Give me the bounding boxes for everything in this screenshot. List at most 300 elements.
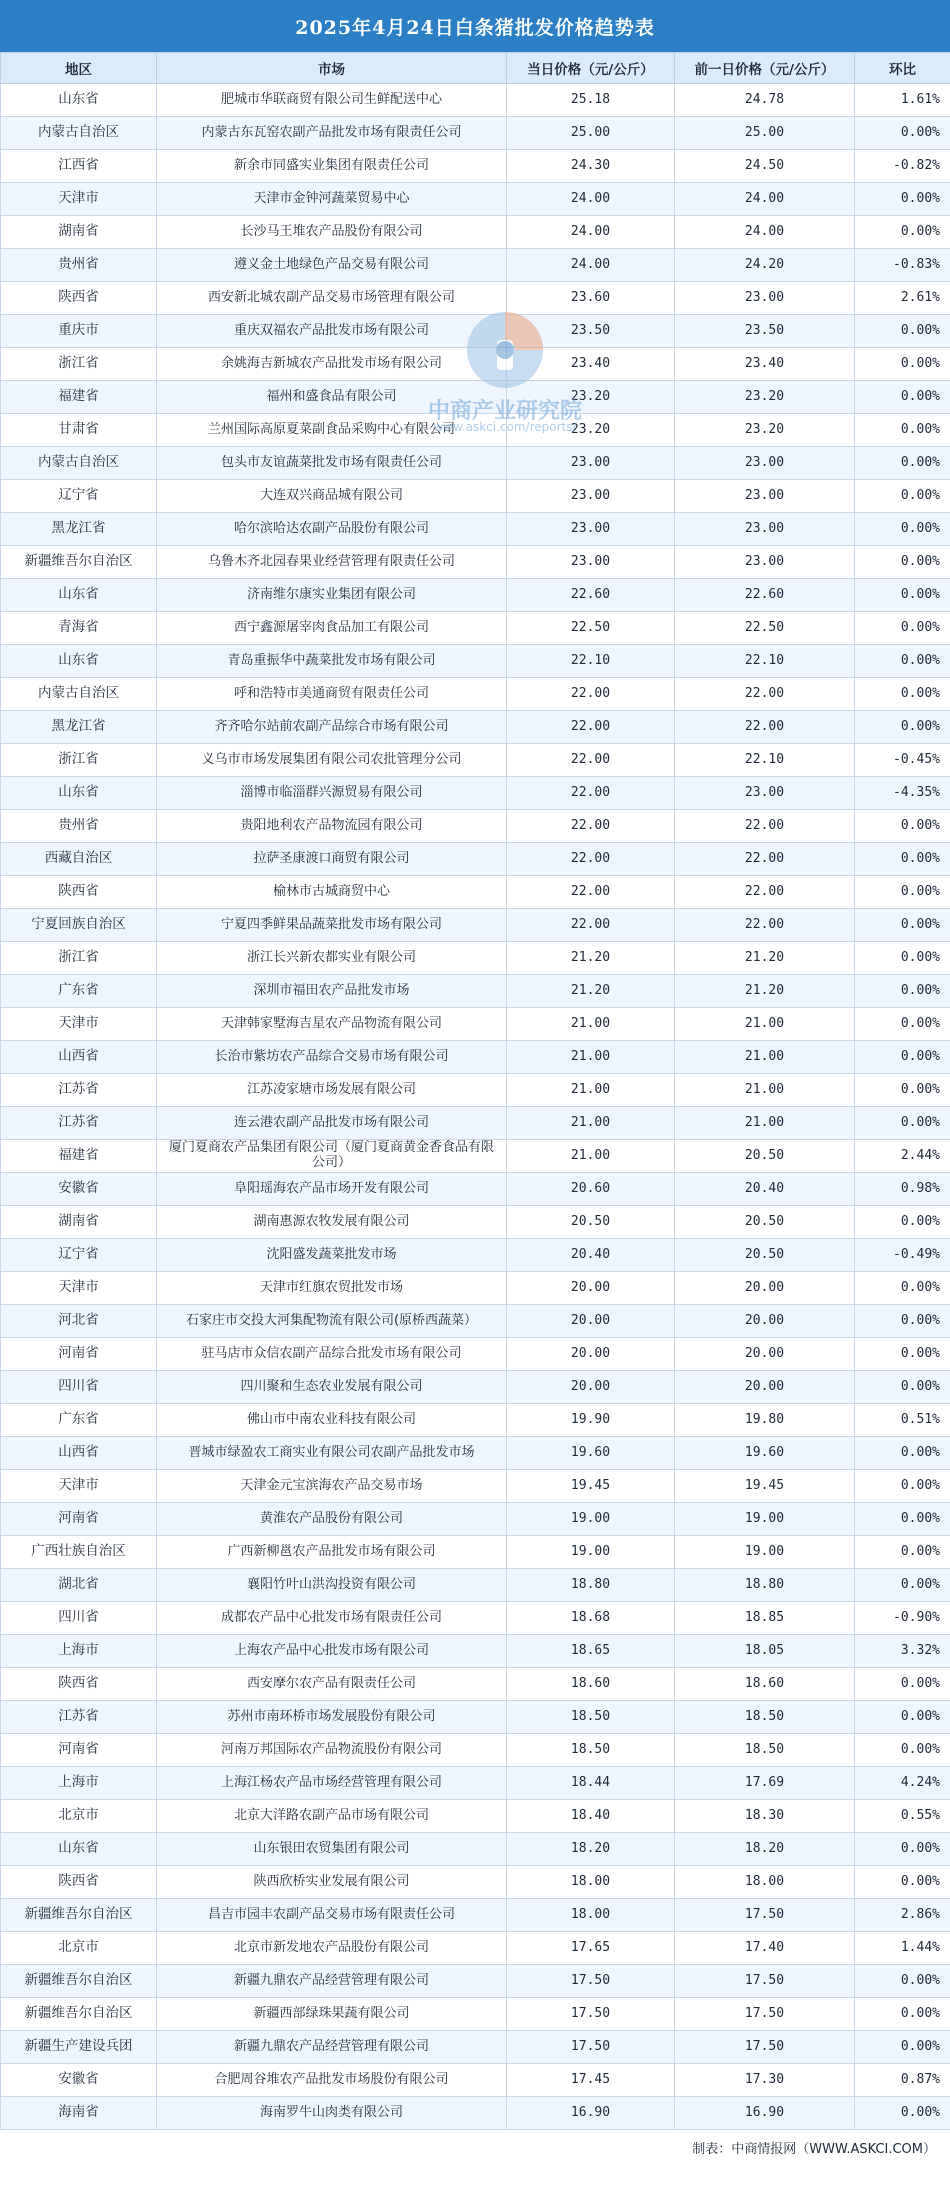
cell-today-price: 23.00 [507,513,675,546]
cell-region: 陕西省 [1,1668,157,1701]
cell-region: 四川省 [1,1602,157,1635]
cell-region: 广西壮族自治区 [1,1536,157,1569]
cell-market: 陕西欣桥实业发展有限公司 [157,1866,507,1899]
table-row [1,678,950,711]
cell-region: 陕西省 [1,1866,157,1899]
table-row [1,2064,950,2097]
price-table [0,52,950,2130]
cell-today-price: 25.00 [507,117,675,150]
cell-prev-price: 23.40 [675,348,855,381]
cell-today-price: 18.00 [507,1899,675,1932]
cell-prev-price: 22.50 [675,612,855,645]
cell-region: 山东省 [1,1833,157,1866]
cell-change: -0.90% [855,1602,950,1635]
cell-prev-price: 19.00 [675,1536,855,1569]
cell-today-price: 17.50 [507,1965,675,1998]
cell-change: 2.44% [855,1140,950,1173]
cell-market: 连云港农副产品批发市场有限公司 [157,1107,507,1140]
header-row [1,53,950,84]
cell-market: 呼和浩特市美通商贸有限责任公司 [157,678,507,711]
cell-today-price: 21.20 [507,975,675,1008]
table-row [1,645,950,678]
cell-prev-price: 20.00 [675,1338,855,1371]
table-row [1,1734,950,1767]
cell-change: 1.44% [855,1932,950,1965]
cell-prev-price: 21.20 [675,942,855,975]
cell-prev-price: 17.40 [675,1932,855,1965]
table-body [1,84,950,2130]
cell-change: 0.00% [855,1833,950,1866]
cell-market: 西安新北城农副产品交易市场管理有限公司 [157,282,507,315]
cell-today-price: 20.00 [507,1305,675,1338]
cell-change: 0.00% [855,1107,950,1140]
header-prev-price: 前一日价格（元/公斤） [675,53,855,84]
cell-today-price: 18.44 [507,1767,675,1800]
table-row [1,183,950,216]
cell-market: 兰州国际高原夏菜副食品采购中心有限公司 [157,414,507,447]
table-row [1,447,950,480]
cell-today-price: 20.40 [507,1239,675,1272]
cell-region: 新疆维吾尔自治区 [1,1899,157,1932]
cell-region: 福建省 [1,381,157,414]
cell-change: 0.00% [855,1866,950,1899]
watermark-text: 中商产业研究院 [427,399,582,424]
cell-region: 江苏省 [1,1074,157,1107]
cell-change: 0.00% [855,1008,950,1041]
table-row [1,1107,950,1140]
cell-region: 山西省 [1,1437,157,1470]
cell-market: 包头市友谊蔬菜批发市场有限责任公司 [157,447,507,480]
cell-region: 山东省 [1,777,157,810]
table-row [1,975,950,1008]
cell-region: 浙江省 [1,942,157,975]
cell-prev-price: 20.40 [675,1173,855,1206]
table-row [1,1767,950,1800]
cell-today-price: 18.50 [507,1701,675,1734]
cell-change: 0.00% [855,909,950,942]
table-row [1,1470,950,1503]
cell-prev-price: 24.78 [675,84,855,117]
cell-prev-price: 18.05 [675,1635,855,1668]
cell-today-price: 22.50 [507,612,675,645]
cell-today-price: 22.00 [507,777,675,810]
cell-change: 0.00% [855,1668,950,1701]
header-change: 环比 [855,53,950,84]
cell-today-price: 22.00 [507,711,675,744]
cell-today-price: 18.50 [507,1734,675,1767]
cell-prev-price: 22.00 [675,678,855,711]
cell-market: 长沙马王堆农产品股份有限公司 [157,216,507,249]
cell-market: 江苏凌家塘市场发展有限公司 [157,1074,507,1107]
cell-prev-price: 18.50 [675,1701,855,1734]
table-container [0,52,950,2130]
cell-change: 0.00% [855,1371,950,1404]
cell-prev-price: 21.20 [675,975,855,1008]
cell-today-price: 16.90 [507,2097,675,2130]
cell-change: -4.35% [855,777,950,810]
cell-prev-price: 16.90 [675,2097,855,2130]
cell-prev-price: 22.60 [675,579,855,612]
cell-market: 合肥周谷堆农产品批发市场股份有限公司 [157,2064,507,2097]
cell-prev-price: 21.00 [675,1041,855,1074]
cell-market: 天津市金钟河蔬菜贸易中心 [157,183,507,216]
cell-region: 湖北省 [1,1569,157,1602]
table-row [1,84,950,117]
cell-market: 四川聚和生态农业发展有限公司 [157,1371,507,1404]
cell-change: 0.00% [855,381,950,414]
cell-change: -0.82% [855,150,950,183]
cell-today-price: 20.00 [507,1371,675,1404]
cell-change: 0.00% [855,2031,950,2064]
cell-prev-price: 22.00 [675,843,855,876]
cell-prev-price: 24.00 [675,216,855,249]
cell-today-price: 23.20 [507,414,675,447]
cell-region: 浙江省 [1,744,157,777]
table-row [1,579,950,612]
cell-change: 0.00% [855,1569,950,1602]
table-row [1,843,950,876]
cell-change: 0.98% [855,1173,950,1206]
cell-prev-price: 22.10 [675,645,855,678]
cell-today-price: 20.60 [507,1173,675,1206]
cell-today-price: 18.40 [507,1800,675,1833]
table-row [1,1635,950,1668]
table-row [1,1569,950,1602]
cell-change: 0.00% [855,1305,950,1338]
cell-prev-price: 18.20 [675,1833,855,1866]
table-row [1,876,950,909]
cell-change: 0.51% [855,1404,950,1437]
cell-region: 北京市 [1,1800,157,1833]
cell-region: 新疆生产建设兵团 [1,2031,157,2064]
cell-region: 甘肃省 [1,414,157,447]
table-row [1,2031,950,2064]
table-row [1,1041,950,1074]
cell-market: 肥城市华联商贸有限公司生鲜配送中心 [157,84,507,117]
cell-today-price: 25.18 [507,84,675,117]
cell-prev-price: 23.20 [675,414,855,447]
cell-prev-price: 23.00 [675,447,855,480]
table-row [1,150,950,183]
cell-market: 石家庄市交投大河集配物流有限公司(原桥西蔬菜） [157,1305,507,1338]
cell-change: 0.00% [855,810,950,843]
cell-market: 内蒙古东瓦窑农副产品批发市场有限责任公司 [157,117,507,150]
cell-region: 重庆市 [1,315,157,348]
cell-prev-price: 19.00 [675,1503,855,1536]
cell-region: 四川省 [1,1371,157,1404]
cell-market: 乌鲁木齐北园春果业经营管理有限责任公司 [157,546,507,579]
cell-market: 天津市红旗农贸批发市场 [157,1272,507,1305]
cell-today-price: 24.30 [507,150,675,183]
cell-market: 驻马店市众信农副产品综合批发市场有限公司 [157,1338,507,1371]
cell-change: 4.24% [855,1767,950,1800]
cell-change: 2.86% [855,1899,950,1932]
cell-today-price: 23.00 [507,480,675,513]
cell-today-price: 23.40 [507,348,675,381]
cell-change: 3.32% [855,1635,950,1668]
cell-change: -0.45% [855,744,950,777]
cell-change: 0.00% [855,1536,950,1569]
table-row [1,1338,950,1371]
cell-today-price: 21.00 [507,1074,675,1107]
cell-market: 济南维尔康实业集团有限公司 [157,579,507,612]
table-row [1,1899,950,1932]
cell-change: 0.00% [855,1041,950,1074]
cell-change: -0.49% [855,1239,950,1272]
cell-change: 0.00% [855,1437,950,1470]
cell-region: 青海省 [1,612,157,645]
cell-region: 湖南省 [1,216,157,249]
cell-region: 新疆维吾尔自治区 [1,1965,157,1998]
cell-today-price: 21.20 [507,942,675,975]
cell-prev-price: 20.50 [675,1140,855,1173]
cell-market: 宁夏四季鲜果品蔬菜批发市场有限公司 [157,909,507,942]
cell-region: 江苏省 [1,1107,157,1140]
cell-market: 贵阳地利农产品物流园有限公司 [157,810,507,843]
cell-market: 北京大洋路农副产品市场有限公司 [157,1800,507,1833]
cell-market: 厦门夏商农产品集团有限公司（厦门夏商黄金香食品有限公司） [157,1140,507,1173]
cell-change: 0.00% [855,711,950,744]
cell-market: 成都农产品中心批发市场有限责任公司 [157,1602,507,1635]
cell-today-price: 18.60 [507,1668,675,1701]
cell-prev-price: 18.85 [675,1602,855,1635]
cell-market: 西安摩尔农产品有限责任公司 [157,1668,507,1701]
cell-change: 0.00% [855,942,950,975]
table-row [1,942,950,975]
cell-market: 天津韩家墅海吉星农产品物流有限公司 [157,1008,507,1041]
cell-today-price: 19.00 [507,1503,675,1536]
cell-region: 江西省 [1,150,157,183]
cell-market: 新疆九鼎农产品经营管理有限公司 [157,2031,507,2064]
cell-market: 遵义金土地绿色产品交易有限公司 [157,249,507,282]
table-row [1,1833,950,1866]
table-row [1,1701,950,1734]
cell-region: 黑龙江省 [1,513,157,546]
cell-market: 北京市新发地农产品股份有限公司 [157,1932,507,1965]
cell-today-price: 22.60 [507,579,675,612]
cell-region: 黑龙江省 [1,711,157,744]
cell-region: 天津市 [1,1008,157,1041]
table-row [1,777,950,810]
table-row [1,711,950,744]
cell-prev-price: 24.20 [675,249,855,282]
cell-region: 西藏自治区 [1,843,157,876]
cell-prev-price: 23.00 [675,546,855,579]
cell-market: 大连双兴商品城有限公司 [157,480,507,513]
cell-market: 新余市同盛实业集团有限责任公司 [157,150,507,183]
table-row [1,1932,950,1965]
cell-market: 山东银田农贸集团有限公司 [157,1833,507,1866]
cell-region: 内蒙古自治区 [1,678,157,711]
cell-prev-price: 19.60 [675,1437,855,1470]
cell-market: 广西新柳邕农产品批发市场有限公司 [157,1536,507,1569]
cell-change: 0.00% [855,2097,950,2130]
cell-market: 福州和盛食品有限公司 [157,381,507,414]
cell-region: 山东省 [1,84,157,117]
table-title: 2025年4月24日白条猪批发价格趋势表 [0,0,950,52]
cell-change: 0.00% [855,1074,950,1107]
cell-market: 黄淮农产品股份有限公司 [157,1503,507,1536]
cell-market: 佛山市中南农业科技有限公司 [157,1404,507,1437]
table-row [1,612,950,645]
cell-change: 0.00% [855,117,950,150]
cell-market: 齐齐哈尔站前农副产品综合市场有限公司 [157,711,507,744]
cell-market: 河南万邦国际农产品物流股份有限公司 [157,1734,507,1767]
cell-today-price: 19.60 [507,1437,675,1470]
cell-change: 1.61% [855,84,950,117]
cell-change: -0.83% [855,249,950,282]
cell-region: 天津市 [1,183,157,216]
header-market: 市场 [157,53,507,84]
cell-market: 义乌市市场发展集团有限公司农批管理分公司 [157,744,507,777]
cell-prev-price: 24.50 [675,150,855,183]
cell-today-price: 18.68 [507,1602,675,1635]
cell-region: 天津市 [1,1272,157,1305]
cell-change: 0.87% [855,2064,950,2097]
table-row [1,1503,950,1536]
source-note: 制表：中商情报网（WWW.ASKCI.COM） [692,2141,936,2157]
cell-today-price: 18.20 [507,1833,675,1866]
cell-today-price: 22.10 [507,645,675,678]
cell-today-price: 18.80 [507,1569,675,1602]
cell-region: 河南省 [1,1503,157,1536]
cell-change: 0.00% [855,447,950,480]
cell-market: 昌吉市园丰农副产品交易市场有限责任公司 [157,1899,507,1932]
cell-region: 陕西省 [1,876,157,909]
cell-region: 江苏省 [1,1701,157,1734]
cell-today-price: 22.00 [507,678,675,711]
cell-change: 0.00% [855,1965,950,1998]
cell-market: 沈阳盛发蔬菜批发市场 [157,1239,507,1272]
cell-change: 2.61% [855,282,950,315]
cell-change: 0.55% [855,1800,950,1833]
cell-prev-price: 18.30 [675,1800,855,1833]
cell-change: 0.00% [855,678,950,711]
cell-prev-price: 22.00 [675,876,855,909]
cell-prev-price: 23.00 [675,513,855,546]
cell-change: 0.00% [855,843,950,876]
cell-prev-price: 22.00 [675,711,855,744]
table-row [1,1074,950,1107]
cell-today-price: 20.00 [507,1272,675,1305]
table-header [1,53,950,84]
cell-prev-price: 17.30 [675,2064,855,2097]
cell-prev-price: 22.10 [675,744,855,777]
cell-region: 海南省 [1,2097,157,2130]
cell-market: 上海江杨农产品市场经营管理有限公司 [157,1767,507,1800]
cell-market: 阜阳瑶海农产品市场开发有限公司 [157,1173,507,1206]
cell-market: 天津金元宝滨海农产品交易市场 [157,1470,507,1503]
table-row [1,315,950,348]
cell-today-price: 19.90 [507,1404,675,1437]
cell-today-price: 20.00 [507,1338,675,1371]
cell-today-price: 17.45 [507,2064,675,2097]
cell-prev-price: 21.00 [675,1074,855,1107]
cell-region: 安徽省 [1,1173,157,1206]
cell-prev-price: 22.00 [675,810,855,843]
cell-prev-price: 18.50 [675,1734,855,1767]
cell-market: 上海农产品中心批发市场有限公司 [157,1635,507,1668]
table-row [1,1140,950,1173]
cell-today-price: 19.00 [507,1536,675,1569]
cell-prev-price: 17.50 [675,1998,855,2031]
cell-prev-price: 20.00 [675,1272,855,1305]
table-row [1,546,950,579]
cell-region: 广东省 [1,975,157,1008]
cell-today-price: 23.00 [507,546,675,579]
table-row [1,1371,950,1404]
cell-change: 0.00% [855,1272,950,1305]
table-row [1,1965,950,1998]
cell-change: 0.00% [855,975,950,1008]
cell-market: 新疆九鼎农产品经营管理有限公司 [157,1965,507,1998]
cell-market: 晋城市绿盈农工商实业有限公司农副产品批发市场 [157,1437,507,1470]
cell-prev-price: 20.00 [675,1371,855,1404]
table-row [1,2097,950,2130]
table-row [1,513,950,546]
cell-prev-price: 18.80 [675,1569,855,1602]
cell-prev-price: 18.60 [675,1668,855,1701]
cell-change: 0.00% [855,1701,950,1734]
cell-prev-price: 25.00 [675,117,855,150]
cell-change: 0.00% [855,1470,950,1503]
cell-change: 0.00% [855,876,950,909]
table-row [1,810,950,843]
cell-region: 辽宁省 [1,1239,157,1272]
cell-change: 0.00% [855,315,950,348]
cell-region: 陕西省 [1,282,157,315]
cell-today-price: 24.00 [507,249,675,282]
cell-prev-price: 24.00 [675,183,855,216]
table-row [1,348,950,381]
cell-today-price: 18.65 [507,1635,675,1668]
cell-change: 0.00% [855,546,950,579]
cell-today-price: 23.60 [507,282,675,315]
cell-region: 山东省 [1,579,157,612]
cell-market: 淄博市临淄群兴源贸易有限公司 [157,777,507,810]
cell-today-price: 22.00 [507,810,675,843]
table-row [1,216,950,249]
cell-market: 苏州市南环桥市场发展股份有限公司 [157,1701,507,1734]
table-row [1,909,950,942]
cell-today-price: 23.20 [507,381,675,414]
cell-change: 0.00% [855,513,950,546]
table-row [1,480,950,513]
table-row [1,381,950,414]
table-row [1,1173,950,1206]
cell-today-price: 18.00 [507,1866,675,1899]
cell-region: 新疆维吾尔自治区 [1,546,157,579]
table-row [1,1404,950,1437]
cell-market: 新疆西部绿珠果蔬有限公司 [157,1998,507,2031]
cell-market: 湖南惠源农牧发展有限公司 [157,1206,507,1239]
cell-market: 余姚海吉新城农产品批发市场有限公司 [157,348,507,381]
cell-region: 福建省 [1,1140,157,1173]
cell-change: 0.00% [855,348,950,381]
header-region: 地区 [1,53,157,84]
table-row [1,1305,950,1338]
cell-prev-price: 17.50 [675,1899,855,1932]
cell-prev-price: 23.00 [675,480,855,513]
cell-region: 山西省 [1,1041,157,1074]
cell-prev-price: 17.50 [675,1965,855,1998]
cell-region: 辽宁省 [1,480,157,513]
cell-market: 海南罗牛山肉类有限公司 [157,2097,507,2130]
table-row [1,744,950,777]
cell-change: 0.00% [855,1998,950,2031]
cell-region: 河北省 [1,1305,157,1338]
cell-region: 山东省 [1,645,157,678]
